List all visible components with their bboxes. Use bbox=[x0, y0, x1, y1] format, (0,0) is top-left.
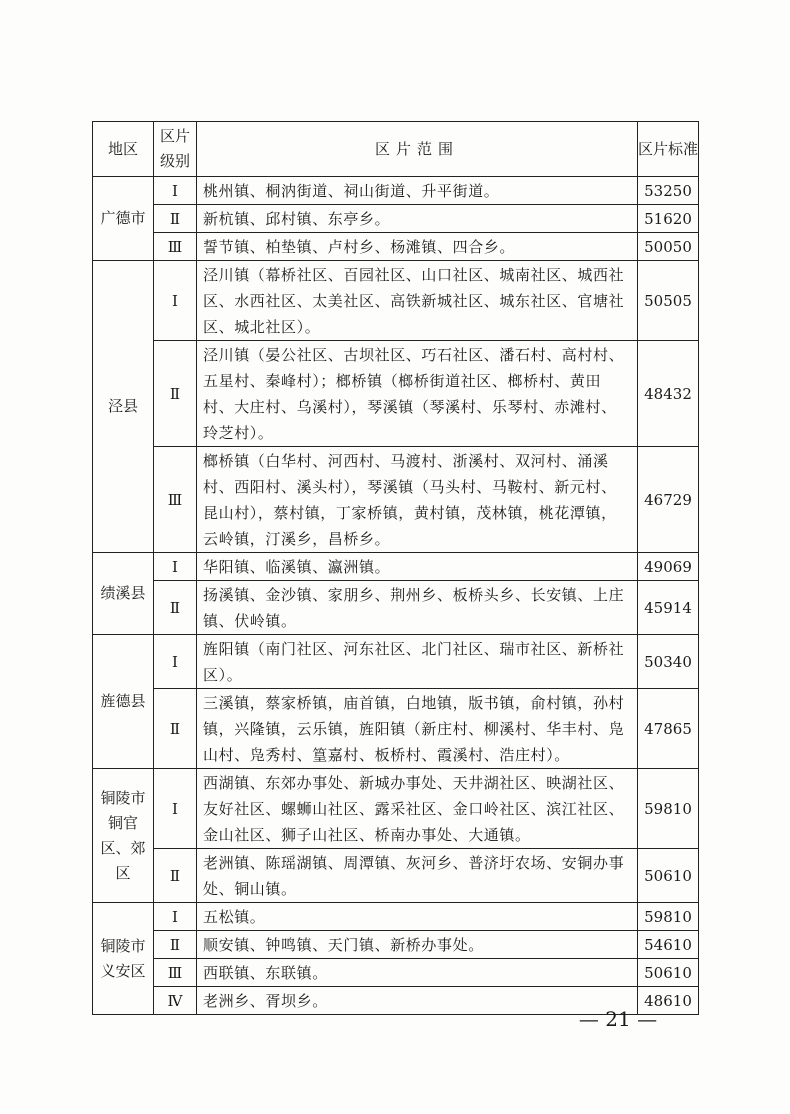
standard-cell: 48432 bbox=[638, 341, 699, 447]
area-label: 旌德县 bbox=[100, 692, 146, 710]
standard-cell: 47865 bbox=[638, 689, 699, 769]
area-label: 铜陵市义安区 bbox=[100, 936, 146, 980]
area-label: 铜陵市铜官区、郊区 bbox=[100, 788, 146, 882]
scope-cell: 扬溪镇、金沙镇、家朋乡、荆州乡、板桥头乡、长安镇、上庄镇、伏岭镇。 bbox=[197, 581, 638, 635]
grade-cell: Ⅱ bbox=[154, 341, 197, 447]
grade-cell: Ⅰ bbox=[154, 903, 197, 931]
grade-cell: Ⅰ bbox=[154, 553, 197, 581]
grade-cell: Ⅱ bbox=[154, 849, 197, 903]
table-row bbox=[93, 341, 699, 447]
grade-cell: Ⅰ bbox=[154, 635, 197, 689]
standard-cell: 50340 bbox=[638, 635, 699, 689]
header-area: 地区 bbox=[93, 122, 154, 177]
standard-cell: 50505 bbox=[638, 261, 699, 341]
table-row bbox=[93, 959, 699, 987]
table-row bbox=[93, 177, 699, 205]
area-cell bbox=[93, 769, 154, 903]
scope-cell: 泾川镇（晏公社区、古坝社区、巧石社区、潘石村、高村村、五星村、秦峰村）；榔桥镇（榔桥街道社区、榔桥村、黄田村、大庄村、乌溪村），琴溪镇（琴溪村、乐琴村、赤滩村、玲芝村）。 bbox=[197, 341, 638, 447]
grade-cell: Ⅱ bbox=[154, 581, 197, 635]
scope-cell: 华阳镇、临溪镇、瀛洲镇。 bbox=[197, 553, 638, 581]
scope-cell: 三溪镇，蔡家桥镇，庙首镇，白地镇，版书镇，俞村镇，孙村镇，兴隆镇，云乐镇，旌阳镇（新庄村、柳溪村、华丰村、凫山村、凫秀村、篁嘉村、板桥村、霞溪村、浩庄村）。 bbox=[197, 689, 638, 769]
table-row bbox=[93, 447, 699, 553]
grade-cell: Ⅱ bbox=[154, 205, 197, 233]
grade-cell: Ⅰ bbox=[154, 769, 197, 849]
scope-cell: 老洲乡、胥坝乡。 bbox=[197, 987, 638, 1015]
table-row bbox=[93, 553, 699, 581]
table-row bbox=[93, 233, 699, 261]
standard-cell: 50610 bbox=[638, 959, 699, 987]
scope-cell: 顺安镇、钟鸣镇、天门镇、新桥办事处。 bbox=[197, 931, 638, 959]
table-row bbox=[93, 205, 699, 233]
standard-cell: 54610 bbox=[638, 931, 699, 959]
scope-cell: 榔桥镇（白华村、河西村、马渡村、浙溪村、双河村、涌溪村、西阳村、溪头村），琴溪镇（马头村、马鞍村、新元村、昆山村），蔡村镇，丁家桥镇，黄村镇，茂林镇，桃花潭镇，云岭镇，汀溪乡，昌桥乡。 bbox=[197, 447, 638, 553]
standard-cell: 49069 bbox=[638, 553, 699, 581]
grade-cell: Ⅱ bbox=[154, 931, 197, 959]
standard-cell: 59810 bbox=[638, 769, 699, 849]
table-row bbox=[93, 261, 699, 341]
standard-cell: 53250 bbox=[638, 177, 699, 205]
area-cell bbox=[93, 903, 154, 1015]
standard-cell: 46729 bbox=[638, 447, 699, 553]
area-label: 绩溪县 bbox=[100, 584, 146, 602]
table-row bbox=[93, 769, 699, 849]
scope-cell: 西联镇、东联镇。 bbox=[197, 959, 638, 987]
scope-cell: 西湖镇、东郊办事处、新城办事处、天井湖社区、映湖社区、友好社区、螺蛳山社区、露采社区、金口岭社区、滨江社区、金山社区、狮子山社区、桥南办事处、大通镇。 bbox=[197, 769, 638, 849]
scope-cell: 泾川镇（幕桥社区、百园社区、山口社区、城南社区、城西社区、水西社区、太美社区、高铁新城社区、城东社区、官塘社区、城北社区）。 bbox=[197, 261, 638, 341]
table-header-row bbox=[93, 122, 699, 177]
scope-cell: 五松镇。 bbox=[197, 903, 638, 931]
grade-cell: Ⅲ bbox=[154, 447, 197, 553]
area-label: 泾县 bbox=[107, 397, 138, 415]
table-row bbox=[93, 903, 699, 931]
scope-cell: 誓节镇、柏垫镇、卢村乡、杨滩镇、四合乡。 bbox=[197, 233, 638, 261]
area-cell bbox=[93, 177, 154, 261]
standard-cell: 50050 bbox=[638, 233, 699, 261]
grade-cell: Ⅲ bbox=[154, 233, 197, 261]
scope-cell: 老洲镇、陈瑶湖镇、周潭镇、灰河乡、普济圩农场、安铜办事处、铜山镇。 bbox=[197, 849, 638, 903]
header-grade: 区片级别 bbox=[154, 122, 197, 177]
standard-cell: 51620 bbox=[638, 205, 699, 233]
grade-cell: Ⅰ bbox=[154, 261, 197, 341]
scope-cell: 旌阳镇（南门社区、河东社区、北门社区、瑞市社区、新桥社区）。 bbox=[197, 635, 638, 689]
page-number: — 21 — bbox=[578, 1007, 658, 1031]
grade-cell: Ⅱ bbox=[154, 689, 197, 769]
area-label: 广德市 bbox=[100, 209, 146, 227]
grade-cell: Ⅲ bbox=[154, 959, 197, 987]
standard-cell: 59810 bbox=[638, 903, 699, 931]
scope-cell: 桃州镇、桐汭街道、祠山街道、升平街道。 bbox=[197, 177, 638, 205]
table-row bbox=[93, 689, 699, 769]
table-row bbox=[93, 635, 699, 689]
standard-cell: 45914 bbox=[638, 581, 699, 635]
area-cell bbox=[93, 261, 154, 553]
table-row bbox=[93, 849, 699, 903]
land-price-table bbox=[92, 121, 699, 1015]
grade-cell: Ⅰ bbox=[154, 177, 197, 205]
header-standard: 区片标准 bbox=[638, 122, 699, 177]
standard-cell: 50610 bbox=[638, 849, 699, 903]
table-row bbox=[93, 581, 699, 635]
area-cell bbox=[93, 553, 154, 635]
standard-cell: 48610 bbox=[638, 987, 699, 1015]
grade-cell: Ⅳ bbox=[154, 987, 197, 1015]
table-row bbox=[93, 931, 699, 959]
header-scope: 区片范围 bbox=[197, 122, 638, 177]
scope-cell: 新杭镇、邱村镇、东亭乡。 bbox=[197, 205, 638, 233]
area-cell bbox=[93, 635, 154, 769]
